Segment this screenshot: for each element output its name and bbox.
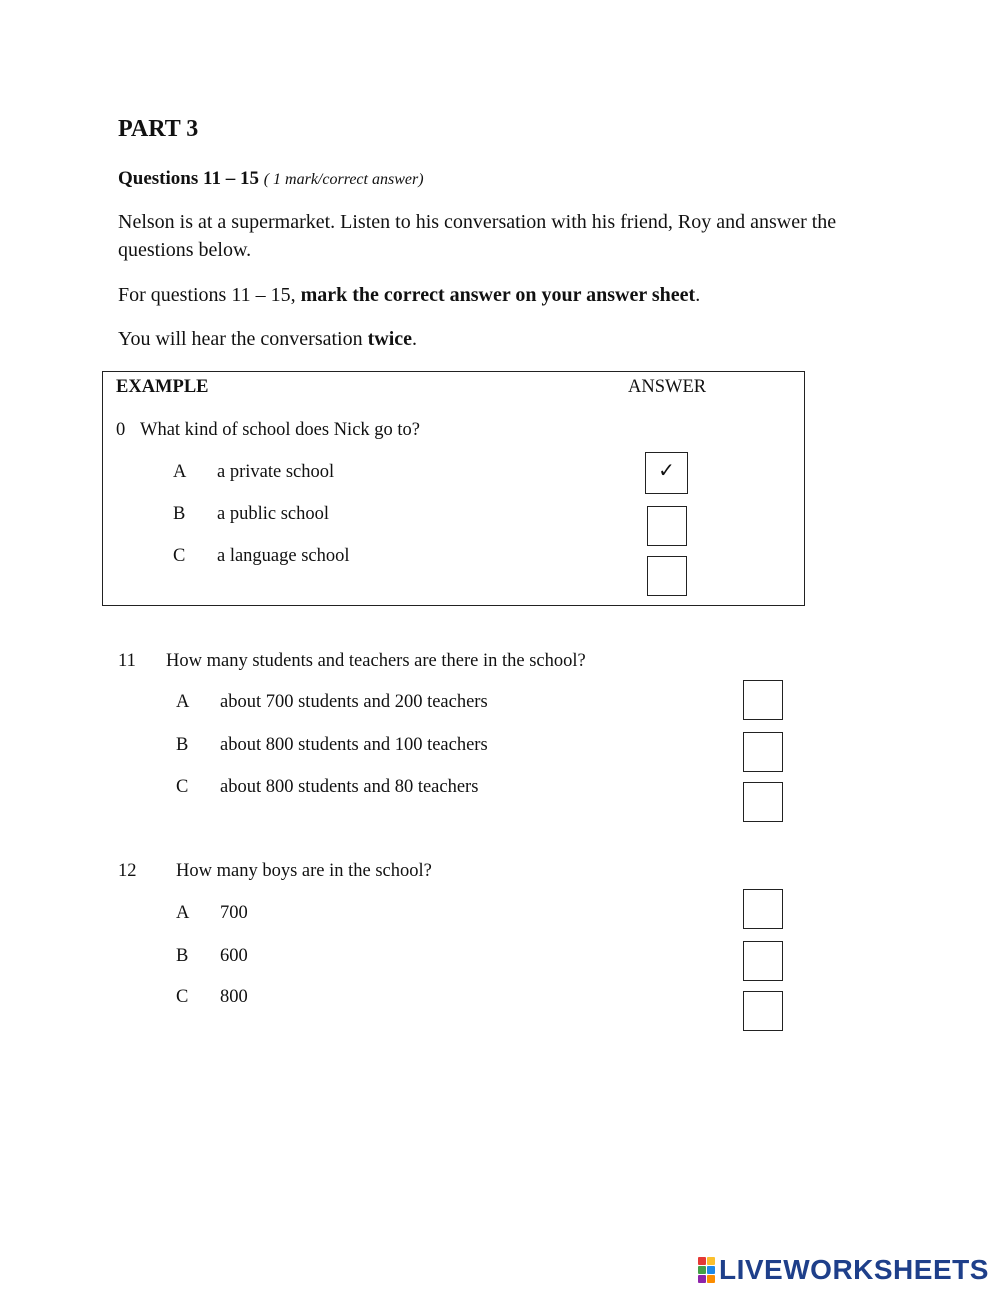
- twice-line: [118, 325, 898, 353]
- option-text: 800: [220, 987, 248, 1007]
- answer-box-11b[interactable]: [743, 732, 783, 772]
- logo-block: [698, 1275, 706, 1283]
- option-letter: A: [176, 903, 190, 923]
- example-question: What kind of school does Nick go to?: [140, 420, 421, 440]
- option-letter: C: [176, 777, 189, 797]
- logo-block: [707, 1257, 715, 1265]
- example-answer-box-b: [647, 506, 687, 546]
- answer-box-12c[interactable]: [743, 991, 783, 1031]
- example-box: [102, 371, 805, 606]
- question-number-12: 12: [118, 861, 137, 881]
- instruction-prefix: For questions 11 – 15,: [118, 284, 301, 306]
- option-letter: C: [176, 987, 189, 1007]
- answer-label: ANSWER: [628, 377, 707, 397]
- example-label: EXAMPLE: [116, 377, 209, 397]
- check-mark-icon: ✓: [658, 458, 675, 482]
- answer-box-11a[interactable]: [743, 680, 783, 720]
- option-text: 700: [220, 903, 248, 923]
- example-answer-box-c: [647, 556, 687, 596]
- twice-bold: twice: [367, 328, 413, 350]
- option-text: about 800 students and 100 teachers: [220, 735, 488, 755]
- example-option-letter: C: [173, 546, 186, 566]
- instruction-bold: mark the correct answer on your answer sheet: [300, 284, 696, 306]
- logo-block: [707, 1266, 715, 1274]
- logo-block: [698, 1266, 706, 1274]
- example-option-text: a language school: [217, 546, 350, 566]
- answer-box-12a[interactable]: [743, 889, 783, 929]
- logo-text: LIVEWORKSHEETS: [719, 1254, 989, 1285]
- liveworksheets-logo[interactable]: [698, 1255, 989, 1285]
- logo-block: [707, 1275, 715, 1283]
- example-option-text: a private school: [217, 462, 335, 482]
- option-letter: B: [176, 946, 189, 966]
- example-number: 0: [116, 420, 126, 440]
- option-text: 600: [220, 946, 248, 966]
- example-answer-box-a: [645, 452, 688, 494]
- question-text-12: How many boys are in the school?: [176, 861, 432, 881]
- twice-prefix: You will hear the conversation: [118, 328, 368, 350]
- instruction-suffix: .: [695, 284, 701, 306]
- twice-suffix: .: [412, 328, 418, 350]
- option-letter: B: [176, 735, 189, 755]
- questions-heading: [118, 168, 424, 190]
- questions-range: Questions 11 – 15: [118, 168, 259, 189]
- intro-paragraph: Nelson is at a supermarket. Listen to his conversation with his friend, Roy and answer the questions below.: [118, 211, 837, 261]
- marks-note: ( 1 mark/correct answer): [263, 171, 424, 188]
- liveworksheets-logo-icon: [698, 1257, 715, 1283]
- question-text-11: How many students and teachers are there in the school?: [166, 651, 586, 671]
- example-option-text: a public school: [217, 504, 330, 524]
- option-text: about 800 students and 80 teachers: [220, 777, 479, 797]
- answer-box-12b[interactable]: [743, 941, 783, 981]
- question-number-11: 11: [118, 651, 136, 671]
- example-option-letter: B: [173, 504, 186, 524]
- logo-block: [698, 1257, 706, 1265]
- part-title: PART 3: [118, 116, 199, 142]
- answer-box-11c[interactable]: [743, 782, 783, 822]
- option-letter: A: [176, 692, 190, 712]
- example-option-letter: A: [173, 462, 187, 482]
- instruction-line: [118, 281, 898, 309]
- option-text: about 700 students and 200 teachers: [220, 692, 488, 712]
